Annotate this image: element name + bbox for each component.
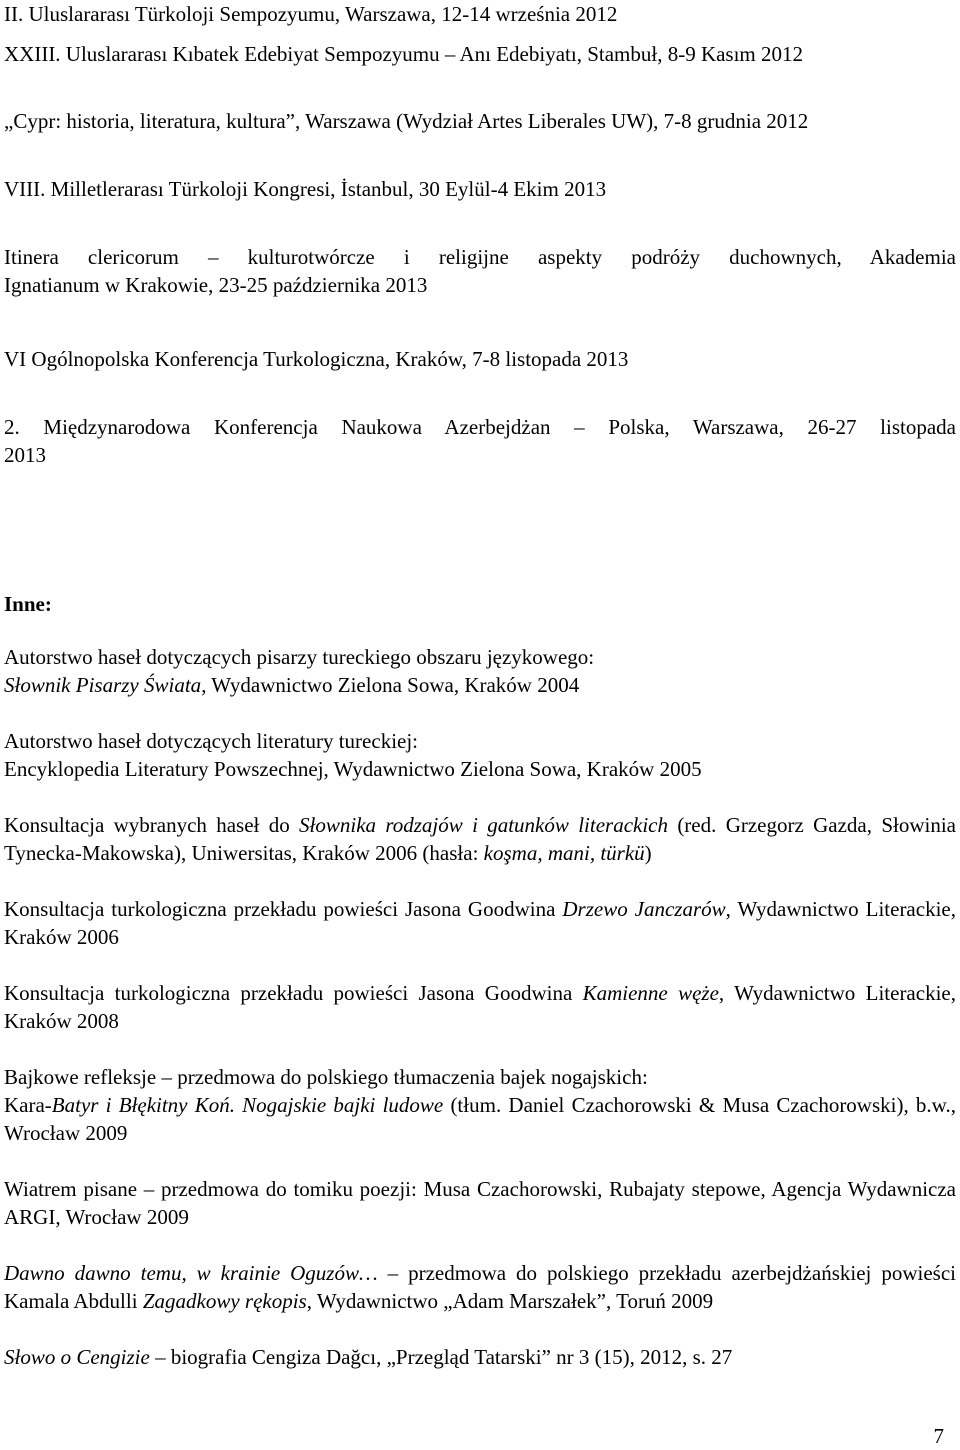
entry-text: XXIII. Uluslararası Kıbatek Edebiyat Sempozyumu – Anı Edebiyatı, Stambuł, 8-9 Kasım 2012 [4, 42, 804, 66]
entry-details: (tłum. Daniel Czachorowski & Musa Czachorowski), b.w., Wrocław 2009 [4, 1093, 956, 1145]
section-heading-other: Inne: [4, 592, 52, 616]
other-entry: Wiatrem pisane – przedmowa do tomiku poezji: Musa Czachorowski, Rubajaty stepowe, Agencja Wydawnicza ARGI, Wrocław 2009 [4, 1177, 956, 1229]
entry-text: Konsultacja wybranych haseł do [4, 813, 300, 837]
other-entry [4, 895, 956, 951]
entry-title: Drzewo Janczarów [562, 897, 726, 921]
other-entry [4, 979, 956, 1035]
entry-text-line-2: 2013 [4, 443, 46, 467]
entry-text-line-2: Encyklopedia Literatury Powszechnej, Wydawnictwo Zielona Sowa, Kraków 2005 [4, 757, 702, 781]
conference-entry [4, 345, 956, 373]
document-page [4, 0, 956, 1448]
entry-details: (red. Grzegorz Gazda, Słowinia Tynecka-Makowska), Uniwersitas, Kraków 2006 (hasła: [4, 813, 956, 865]
entry-title: Dawno dawno temu, w krainie Oguzów… [4, 1261, 378, 1285]
entry-text-line-1: Bajkowe refleksje – przedmowa do polskiego tłumaczenia bajek nogajskich: [4, 1065, 648, 1089]
entry-details: , Wydawnictwo Literackie, Kraków 2008 [4, 981, 956, 1033]
entry-text: VIII. Milletlerarası Türkoloji Kongresi, İstanbul, 30 Eylül-4 Ekim 2013 [4, 177, 607, 201]
entry-closing: ) [644, 841, 652, 865]
entry-title: Słowo o Cengizie [4, 1345, 150, 1369]
conference-entry [4, 0, 956, 28]
conference-entry [4, 413, 956, 469]
entry-details: – biografia Cengiza Dağcı, „Przegląd Tatarski” nr 3 (15), 2012, s. 27 [149, 1345, 733, 1369]
entry-details: , Wydawnictwo Literackie, Kraków 2006 [4, 897, 956, 949]
entry-details: , Wydawnictwo Zielona Sowa, Kraków 2004 [201, 673, 580, 697]
entry-text-line-2: Ignatianum w Krakowie, 23-25 października 2013 [4, 273, 428, 297]
page-number: 7 [933, 1424, 944, 1448]
other-entry [4, 643, 956, 699]
entry-text-line-1: Autorstwo haseł dotyczących pisarzy tureckiego obszaru językowego: [4, 645, 595, 669]
other-entry [4, 811, 956, 867]
entry-text: „Cypr: historia, literatura, kultura”, Warszawa (Wydział Artes Liberales UW), 7-8 grudnia 2012 [4, 109, 809, 133]
entry-text: VI Ogólnopolska Konferencja Turkologiczna, Kraków, 7-8 listopada 2013 [4, 347, 629, 371]
entry-text: – przedmowa do polskiego przekładu azerbejdżańskiej powieści Kamala Abdulli [4, 1261, 956, 1313]
conference-entry [4, 107, 956, 135]
other-entry [4, 1343, 956, 1371]
entry-text-line-1: Itinera clericorum – kulturotwórcze i religijne aspekty podróży duchownych, Akademia [4, 245, 956, 269]
conference-entry [4, 40, 956, 68]
entry-title: Słownik Pisarzy Świata [4, 673, 202, 697]
entry-title: Słownika rodzajów i gatunków literackich [299, 813, 668, 837]
entry-text-rest [4, 1091, 956, 1147]
entry-text-line-2 [4, 671, 956, 699]
entry-text-line-1: 2. Międzynarodowa Konferencja Naukowa Azerbejdżan – Polska, Warszawa, 26-27 listopada [4, 415, 956, 439]
entry-terms: koşma, mani, türkü [483, 841, 645, 865]
entry-details: , Wydawnictwo „Adam Marszałek”, Toruń 2009 [306, 1289, 714, 1313]
entry-book-title: Zagadkowy rękopis [142, 1289, 307, 1313]
entry-text: Konsultacja turkologiczna przekładu powieści Jasona Goodwina [4, 981, 583, 1005]
other-entry [4, 1259, 956, 1315]
conference-entry [4, 175, 956, 203]
entry-text: II. Uluslararası Türkoloji Sempozyumu, Warszawa, 12-14 września 2012 [4, 2, 618, 26]
other-entry [4, 1063, 956, 1147]
other-entry [4, 727, 956, 783]
entry-text: Kara- [4, 1093, 52, 1117]
entry-title: Kamienne węże [582, 981, 719, 1005]
entry-text: Konsultacja turkologiczna przekładu powieści Jasona Goodwina [4, 897, 563, 921]
entry-text-line-1: Autorstwo haseł dotyczących literatury tureckiej: [4, 729, 419, 753]
entry-title: Batyr i Błękitny Koń. Nogajskie bajki ludowe [51, 1093, 444, 1117]
conference-entry [4, 243, 956, 299]
